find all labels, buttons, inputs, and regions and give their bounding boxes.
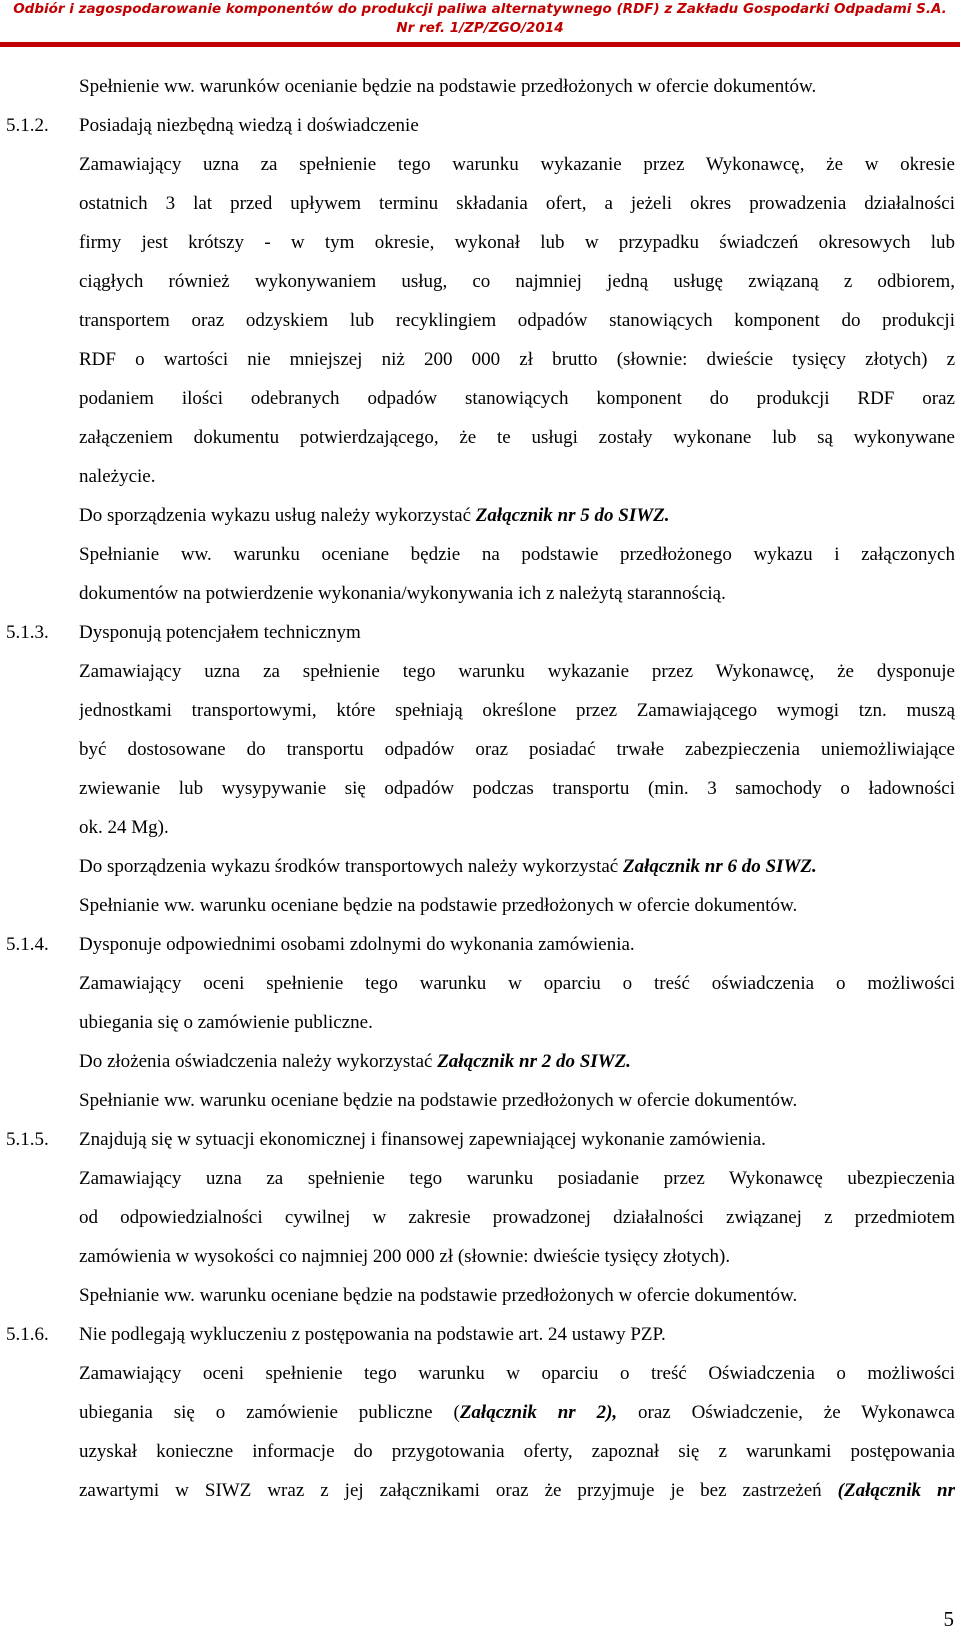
text-run: oraz Oświadczenie, że Wykonawca xyxy=(617,1402,955,1423)
paragraph-line: ok. 24 Mg). xyxy=(79,817,169,838)
paragraph-line: jednostkami transportowymi, które spełniają określone przez Zamawiającego wymogi tzn. muszą xyxy=(79,700,955,721)
attachment-reference: (Załącznik nr xyxy=(837,1480,955,1501)
paragraph-line: Spełnianie ww. warunku oceniane będzie na podstawie przedłożonych w ofercie dokumentów. xyxy=(79,895,798,916)
paragraph-line: Spełnianie ww. warunku oceniane będzie na podstawie przedłożonych w ofercie dokumentów. xyxy=(79,1090,798,1111)
paragraph-line xyxy=(79,1393,955,1432)
section-number: 5.1.4. xyxy=(6,934,49,955)
paragraph-line: ciągłych również wykonywaniem usług, co najmniej jedną usługę związaną z odbiorem, xyxy=(79,271,955,292)
paragraph-line xyxy=(79,1042,631,1081)
header-title: Odbiór i zagospodarowanie komponentów do produkcji paliwa alternatywnego (RDF) z Zakładu Gospodarki Odpadami S.A. xyxy=(13,1,947,17)
paragraph-line: dokumentów na potwierdzenie wykonania/wykonywania ich z należytą starannością. xyxy=(79,583,726,604)
text-run: Do złożenia oświadczenia należy wykorzystać xyxy=(79,1051,438,1072)
paragraph-line: RDF o wartości nie mniejszej niż 200 000 zł brutto (słownie: dwieście tysięcy złotych) z xyxy=(79,349,955,370)
section-number: 5.1.3. xyxy=(6,622,49,643)
paragraph-line: podaniem ilości odebranych odpadów stanowiących komponent do produkcji RDF oraz xyxy=(79,388,955,409)
section-number: 5.1.5. xyxy=(6,1129,49,1150)
paragraph-line: Spełnienie ww. warunków ocenianie będzie na podstawie przedłożonych w ofercie dokumentów. xyxy=(79,76,817,97)
paragraph-line: od odpowiedzialności cywilnej w zakresie prowadzonej działalności związanej z przedmiotem xyxy=(79,1207,955,1228)
text-run: Do sporządzenia wykazu usług należy wykorzystać xyxy=(79,505,476,526)
section-title: Znajdują się w sytuacji ekonomicznej i finansowej zapewniającej wykonanie zamówienia. xyxy=(79,1129,766,1150)
paragraph-line: zamówienia w wysokości co najmniej 200 000 zł (słownie: dwieście tysięcy złotych). xyxy=(79,1246,731,1267)
text-run: Do sporządzenia wykazu środków transportowych należy wykorzystać xyxy=(79,856,623,877)
paragraph-line: transportem oraz odzyskiem lub recyklingiem odpadów stanowiących komponent do produkcji xyxy=(79,310,955,331)
paragraph-line: Spełnianie ww. warunku oceniane będzie na podstawie przedłożonego wykazu i załączonych xyxy=(79,544,955,565)
paragraph-line: zwiewanie lub wysypywanie się odpadów podczas transportu (min. 3 samochody o ładowności xyxy=(79,778,955,799)
header-divider xyxy=(0,42,960,47)
section-title: Nie podlegają wykluczeniu z postępowania na podstawie art. 24 ustawy PZP. xyxy=(79,1324,666,1345)
attachment-reference: Załącznik nr 6 do SIWZ. xyxy=(622,856,817,877)
paragraph-line: należycie. xyxy=(79,466,156,487)
section-number: 5.1.2. xyxy=(6,115,49,136)
paragraph-line: załączeniem dokumentu potwierdzającego, że te usługi zostały wykonane lub są wykonywane xyxy=(79,427,955,448)
paragraph-line xyxy=(79,1471,955,1510)
attachment-reference: Załącznik nr 2), xyxy=(459,1402,618,1423)
section-5-1-5-heading xyxy=(0,1120,960,1159)
section-5-1-2-heading xyxy=(0,106,960,145)
paragraph-line: Zamawiający oceni spełnienie tego warunku w oparciu o treść oświadczenia o możliwości xyxy=(79,973,955,994)
section-5-1-3-heading xyxy=(0,613,960,652)
paragraph-line: Zamawiający uzna za spełnienie tego warunku wykazanie przez Wykonawcę, że dysponuje xyxy=(79,661,955,682)
paragraph-line: ubiegania się o zamówienie publiczne. xyxy=(79,1012,373,1033)
paragraph-line: uzyskał konieczne informacje do przygotowania oferty, zapoznał się z warunkami postępowania xyxy=(79,1441,955,1462)
paragraph-line: Spełnianie ww. warunku oceniane będzie na podstawie przedłożonych w ofercie dokumentów. xyxy=(79,1285,798,1306)
section-title: Posiadają niezbędną wiedzą i doświadczenie xyxy=(79,115,419,136)
section-5-1-6-heading xyxy=(0,1315,960,1354)
paragraph-line: być dostosowane do transportu odpadów oraz posiadać trwałe zabezpieczenia uniemożliwiające xyxy=(79,739,955,760)
attachment-reference: Załącznik nr 5 do SIWZ. xyxy=(475,505,670,526)
section-5-1-4-heading xyxy=(0,925,960,964)
text-run: ubiegania się o zamówienie publiczne ( xyxy=(79,1402,460,1423)
section-title: Dysponuje odpowiednimi osobami zdolnymi do wykonania zamówienia. xyxy=(79,934,635,955)
paragraph-line: ostatnich 3 lat przed upływem terminu składania ofert, a jeżeli okres prowadzenia działalności xyxy=(79,193,955,214)
paragraph-line: firmy jest krótszy - w tym okresie, wykonał lub w przypadku świadczeń okresowych lub xyxy=(79,232,955,253)
paragraph-line xyxy=(79,847,817,886)
paragraph-line: Zamawiający uzna za spełnienie tego warunku wykazanie przez Wykonawcę, że w okresie xyxy=(79,154,955,175)
section-number: 5.1.6. xyxy=(6,1324,49,1345)
text-run: zawartymi w SIWZ wraz z jej załącznikami oraz że przyjmuje je bez zastrzeżeń xyxy=(79,1480,838,1501)
page-number: 5 xyxy=(943,1607,954,1631)
attachment-reference: Załącznik nr 2 do SIWZ. xyxy=(437,1051,631,1072)
paragraph-line: Zamawiający uzna za spełnienie tego warunku posiadanie przez Wykonawcę ubezpieczenia xyxy=(79,1168,955,1189)
paragraph-line: Zamawiający oceni spełnienie tego warunku w oparciu o treść Oświadczenia o możliwości xyxy=(79,1363,955,1384)
document-body xyxy=(0,67,960,1510)
header-reference: Nr ref. 1/ZP/ZGO/2014 xyxy=(396,20,564,36)
document-header xyxy=(0,0,960,40)
paragraph-line xyxy=(79,496,669,535)
section-title: Dysponują potencjałem technicznym xyxy=(79,622,361,643)
